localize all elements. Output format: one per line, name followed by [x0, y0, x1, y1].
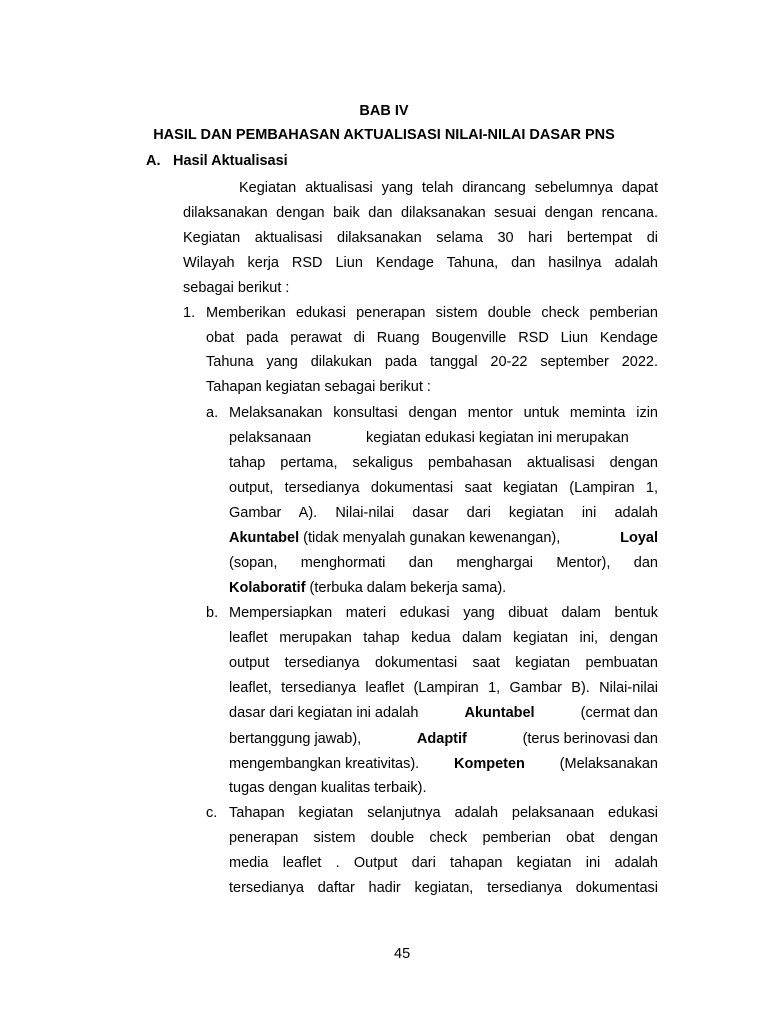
intro-line-1: Kegiatan aktualisasi yang telah dirancang sebelumnya dapat — [239, 180, 658, 196]
value-akuntabel: Akuntabel — [229, 530, 300, 546]
sub-c-line-3: media leaflet . Output dari tahapan kegiatan ini adalah — [229, 855, 658, 871]
sub-b-line-5: dasar dari kegiatan ini adalah Akuntabel (cermat dan — [229, 705, 658, 721]
section-label: Hasil Aktualisasi — [173, 153, 288, 169]
sub-b-line-4: leaflet, tersedianya leaflet (Lampiran 1, Gambar B). Nilai-nilai — [229, 680, 658, 696]
value-kompeten: Kompeten — [453, 756, 525, 772]
sub-a-line-2b: kegiatan edukasi kegiatan ini merupakan — [366, 430, 629, 446]
sub-c-line-1: Tahapan kegiatan selanjutnya adalah pelaksanaan edukasi — [229, 805, 658, 821]
sub-b-line-7: mengembangkan kreativitas). Kompeten (Melaksanakan — [229, 756, 658, 772]
value-akuntabel-b: Akuntabel — [464, 705, 535, 721]
intro-line-5: sebagai berikut : — [183, 280, 290, 296]
sub-a-line-8: Kolaboratif (terbuka dalam bekerja sama). — [229, 580, 507, 596]
sub-c-marker: c. — [206, 805, 218, 821]
item-1-marker: 1. — [183, 305, 196, 321]
intro-line-2: dilaksanakan dengan baik dan dilaksanakan sesuai dengan rencana. — [183, 205, 658, 221]
value-loyal: Loyal — [620, 530, 658, 546]
sub-b-line-6: bertanggung jawab), Adaptif (terus berinovasi dan — [229, 731, 658, 747]
intro-line-3: Kegiatan aktualisasi dilaksanakan selama 30 hari bertempat di — [183, 230, 658, 246]
sub-b-line-2: leaflet merupakan tahap kedua dalam kegiatan ini, dengan — [229, 630, 658, 646]
sub-a-line-4: output, tersedianya dokumentasi saat kegiatan (Lampiran 1, — [229, 480, 658, 496]
sub-c-line-2: penerapan sistem double check pemberian obat dengan — [229, 830, 658, 846]
sub-b-line-8: tugas dengan kualitas terbaik). — [229, 780, 427, 796]
intro-line-4: Wilayah kerja RSD Liun Kendage Tahuna, dan hasilnya adalah — [183, 255, 658, 271]
item-1-line-1: Memberikan edukasi penerapan sistem double check pemberian — [206, 305, 658, 321]
sub-a-line-5: Gambar A). Nilai-nilai dasar dari kegiatan ini adalah — [229, 505, 658, 521]
value-adaptif: Adaptif — [416, 731, 467, 747]
sub-b-line-3: output tersedianya dokumentasi saat kegiatan pembuatan — [229, 655, 658, 671]
sub-a-line-6: Akuntabel (tidak menyalah gunakan kewenangan), Loyal — [229, 530, 658, 546]
section-marker: A. — [146, 153, 161, 169]
sub-a-line-2a: pelaksanaan — [229, 430, 312, 446]
sub-a-line-3: tahap pertama, sekaligus pembahasan aktualisasi dengan — [229, 455, 658, 471]
item-1-line-3: Tahuna yang dilakukan pada tanggal 20-22 september 2022. — [206, 354, 658, 370]
sub-a-line-1: Melaksanakan konsultasi dengan mentor untuk meminta izin — [229, 405, 658, 421]
chapter-title: HASIL DAN PEMBAHASAN AKTUALISASI NILAI-NILAI DASAR PNS — [153, 127, 615, 143]
chapter-heading: BAB IV — [359, 103, 409, 119]
value-kolaboratif: Kolaboratif — [229, 580, 306, 596]
item-1-line-2: obat pada perawat di Ruang Bougenville RSD Liun Kendage — [206, 330, 658, 346]
sub-c-line-4: tersedianya daftar hadir kegiatan, tersedianya dokumentasi — [229, 880, 658, 896]
sub-b-marker: b. — [206, 605, 219, 621]
item-1-line-4: Tahapan kegiatan sebagai berikut : — [206, 379, 431, 395]
sub-a-line-7: (sopan, menghormati dan menghargai Mentor), dan — [229, 555, 658, 571]
sub-b-line-1: Mempersiapkan materi edukasi yang dibuat dalam bentuk — [229, 605, 658, 621]
page-number: 45 — [394, 946, 411, 962]
sub-a-marker: a. — [206, 405, 219, 421]
